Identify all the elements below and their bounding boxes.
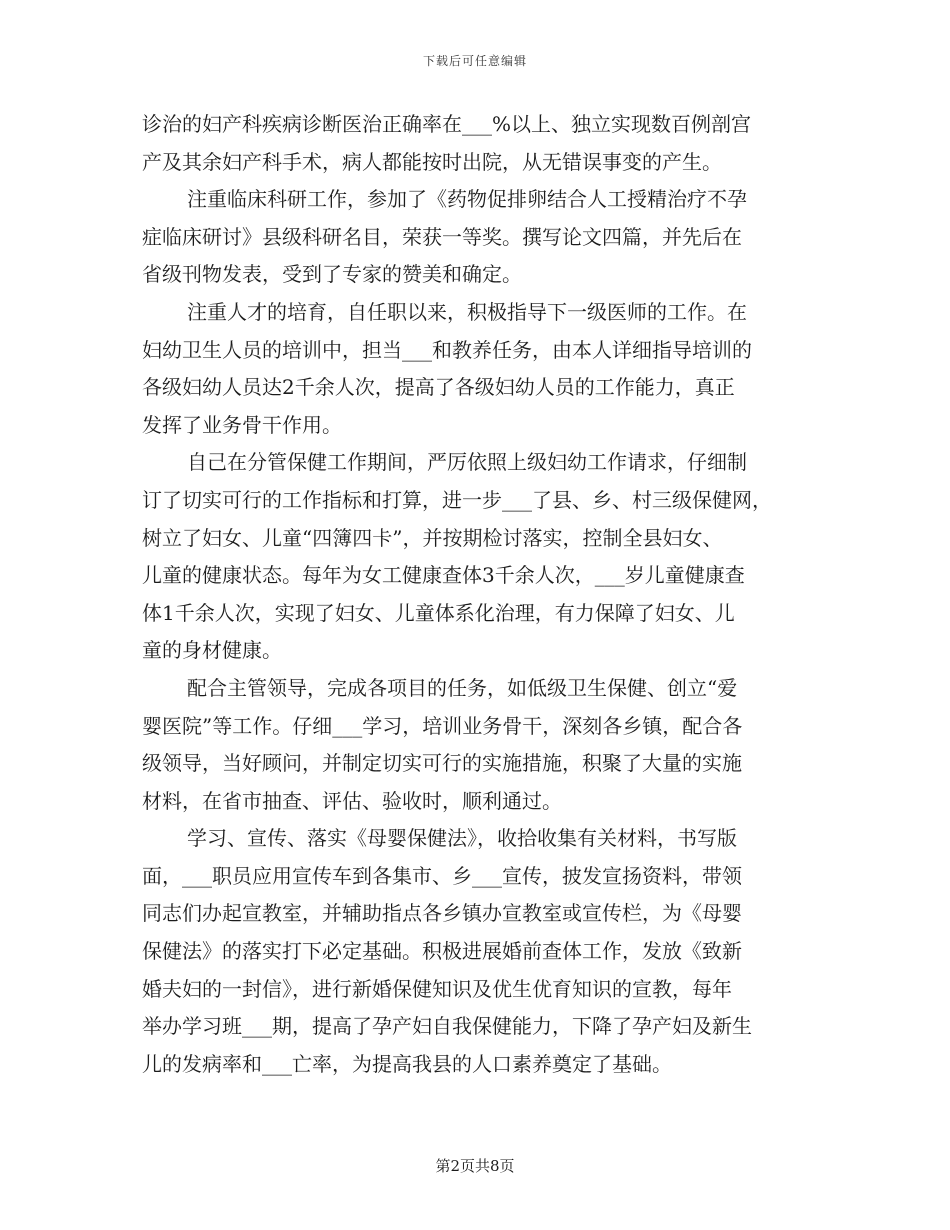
- text-line: 发挥了业务骨干作用。: [142, 412, 342, 437]
- page-header: 下载后可任意编辑: [422, 54, 527, 68]
- text-line: 学习、宣传、落实《母婴保健法》，收拾收集有关材料，书写版: [187, 826, 737, 851]
- text-line: 注重人才的培育，自任职以来，积极指导下一级医师的工作。在: [187, 299, 747, 324]
- text-line: 婚夫妇的一封信》，进行新婚保健知识及优生优育知识的宣教，每年: [142, 976, 732, 1001]
- text-line: 婴医院”等工作。仔细___学习，培训业务骨干，深刻各乡镇，配合各: [142, 713, 743, 738]
- text-line: 保健法》的落实打下必定基础。积极进展婚前查体工作，发放《致新: [142, 939, 742, 964]
- text-line: 订了切实可行的工作指标和打算，进一步___了县、乡、村三级保健网，: [142, 487, 772, 512]
- text-line: 产及其余妇产科手术，病人都能按时出院，从无错误事变的产生。: [142, 149, 722, 174]
- text-line: 儿的发病率和___亡率，为提高我县的人口素养奠定了基础。: [142, 1051, 672, 1076]
- text-line: 各级妇幼人员达2千余人次，提高了各级妇幼人员的工作能力，真正: [142, 375, 735, 400]
- text-line: 体1千余人次，实现了妇女、儿童体系化治理，有力保障了妇女、儿: [142, 600, 735, 625]
- text-line: 配合主管领导，完成各项目的任务，如低级卫生保健、创立“爱: [187, 675, 738, 700]
- text-line: 童的身材健康。: [142, 638, 282, 663]
- text-line: 儿童的健康状态。每年为女工健康查体3千余人次，___岁儿童健康查: [142, 563, 745, 588]
- text-line: 级领导，当好顾问，并制定切实可行的实施措施，积聚了大量的实施: [142, 751, 742, 776]
- text-line: 注重临床科研工作，参加了《药物促排卵结合人工授精治疗不孕: [187, 187, 747, 212]
- page-number: 第2页共8页: [435, 1157, 515, 1175]
- document-body: [142, 106, 810, 1083]
- text-line: 同志们办起宣教室，并辅助指点各乡镇办宣教室或宣传栏，为《母婴: [142, 901, 742, 926]
- text-line: 举办学习班___期，提高了孕产妇自我保健能力，下降了孕产妇及新生: [142, 1014, 752, 1039]
- text-line: 自己在分管保健工作期间，严厉依照上级妇幼工作请求，仔细制: [187, 450, 747, 475]
- text-line: 树立了妇女、儿童“四簿四卡”，并按期检讨落实，控制全县妇女、: [142, 525, 723, 550]
- text-line: 症临床研讨》县级科研名目，荣获一等奖。撰写论文四篇，并先后在: [142, 224, 742, 249]
- text-line: 面，___职员应用宣传车到各集市、乡___宣传，披发宣扬资料，带领: [142, 863, 742, 888]
- text-line: 妇幼卫生人员的培训中，担当___和教养任务，由本人详细指导培训的: [142, 337, 752, 362]
- text-line: 材料，在省市抽查、评估、验收时，顺利通过。: [142, 788, 562, 813]
- text-line: 诊治的妇产科疾病诊断医治正确率在___%以上、独立实现数百例剖宫: [142, 112, 752, 136]
- text-line: 省级刊物发表，受到了专家的赞美和确定。: [142, 262, 522, 287]
